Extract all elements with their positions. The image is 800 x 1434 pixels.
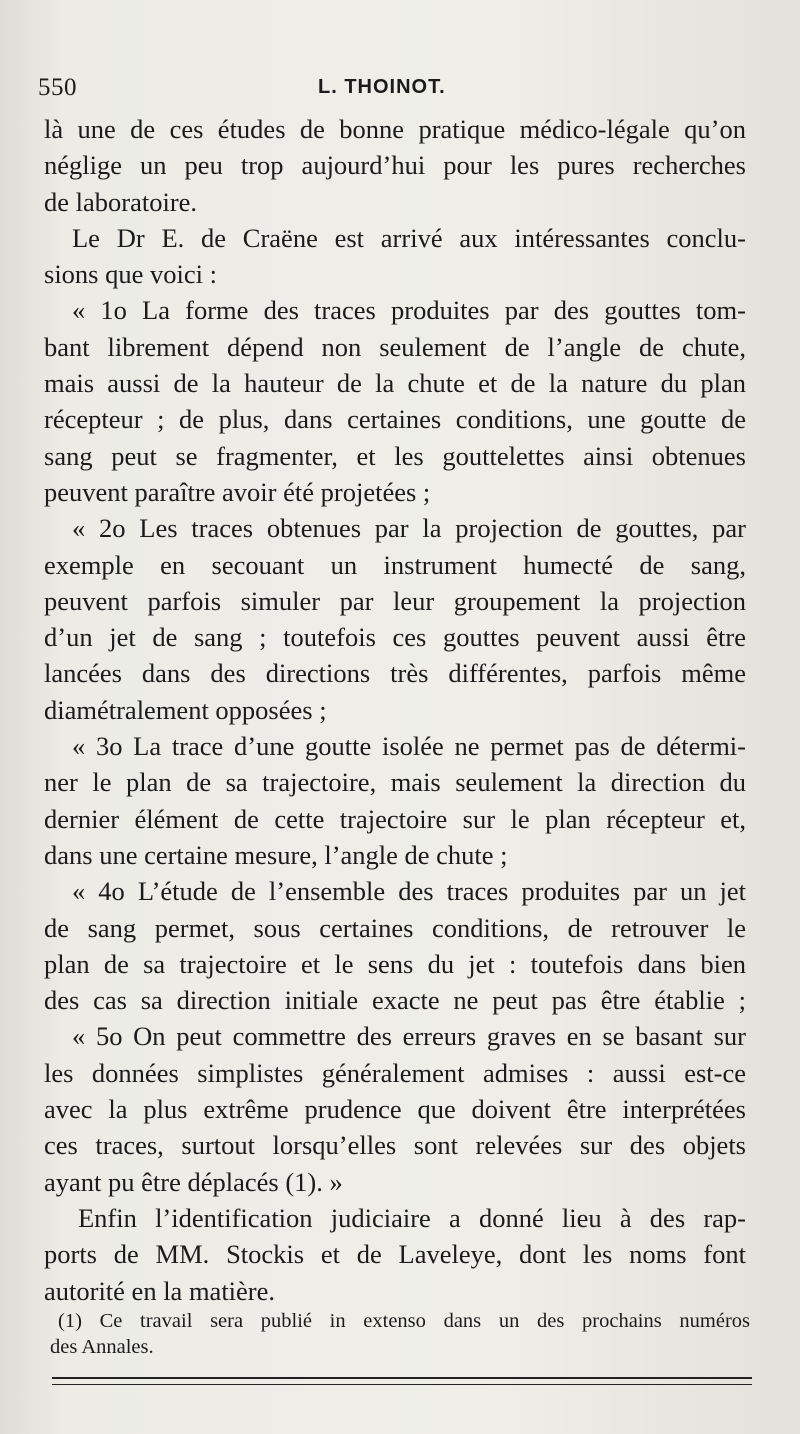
- text-line: Le Dr E. de Craëne est arrivé aux intéressantes conclu-: [72, 222, 746, 253]
- text-line: « 5o On peut commettre des erreurs graves en se basant sur: [72, 1021, 746, 1052]
- text-line: de sang permet, sous certaines conditions, de retrouver le: [44, 912, 746, 943]
- bottom-rule: [52, 1377, 752, 1379]
- footnotes: [50, 1308, 750, 1360]
- text-line: Enfin l’identification judiciaire a donné lieu à des rap-: [78, 1202, 746, 1233]
- text-line: récepteur ; de plus, dans certaines conditions, une goutte de: [44, 404, 746, 435]
- text-line: « 1o La forme des traces produites par des gouttes tom-: [72, 295, 746, 326]
- text-line: les données simplistes généralement admises : aussi est-ce: [44, 1057, 746, 1088]
- running-head: L. THOINOT.: [318, 76, 446, 98]
- text-line: avec la plus extrême prudence que doivent être interprétées: [44, 1094, 746, 1125]
- text-line: ayant pu être déplacés (1). »: [44, 1166, 343, 1197]
- text-line: dernier élément de cette trajectoire sur le plan récepteur et,: [44, 803, 746, 834]
- text-line: des cas sa direction initiale exacte ne peut pas être établie ;: [44, 985, 746, 1016]
- text-line: bant librement dépend non seulement de l’angle de chute,: [44, 331, 746, 362]
- page-header: [38, 74, 758, 106]
- text-line: exemple en secouant un instrument humecté de sang,: [44, 549, 746, 580]
- text-line: ports de MM. Stockis et de Laveleye, dont les noms font: [44, 1239, 746, 1270]
- footnote-line: des Annales.: [50, 1336, 154, 1358]
- text-line: peuvent paraître avoir été projetées ;: [44, 476, 431, 507]
- text-line: « 4o L’étude de l’ensemble des traces produites par un jet: [72, 876, 746, 907]
- text-line: ces traces, surtout lorsqu’elles sont relevées sur des objets: [44, 1130, 746, 1161]
- text-line: d’un jet de sang ; toutefois ces gouttes peuvent aussi être: [44, 622, 746, 653]
- text-line: lancées dans des directions très différentes, parfois même: [44, 658, 746, 689]
- text-line: « 3o La trace d’une goutte isolée ne permet pas de détermi-: [72, 731, 746, 762]
- text-line: diamétralement opposées ;: [44, 694, 327, 725]
- text-line: ner le plan de sa trajectoire, mais seulement la direction du: [44, 767, 746, 798]
- page-number: 550: [38, 74, 77, 101]
- text-line: mais aussi de la hauteur de la chute et de la nature du plan: [44, 368, 746, 399]
- text-line: dans une certaine mesure, l’angle de chute ;: [44, 839, 508, 870]
- text-line: plan de sa trajectoire et le sens du jet : toutefois dans bien: [44, 948, 746, 979]
- text-line: autorité en la matière.: [44, 1275, 276, 1306]
- bottom-rule: [52, 1384, 752, 1385]
- footnote-line: (1) Ce travail sera publié in extenso dans un des prochains numéros: [58, 1310, 750, 1332]
- text-line: de laboratoire.: [44, 186, 198, 217]
- text-line: sang peut se fragmenter, et les gouttelettes ainsi obtenues: [44, 440, 746, 471]
- text-line: néglige un peu trop aujourd’hui pour les pures recherches: [44, 150, 746, 181]
- text-line: là une de ces études de bonne pratique médico-légale qu’on: [44, 114, 746, 144]
- body-text: [44, 111, 746, 1309]
- text-line: peuvent parfois simuler par leur groupement la projection: [44, 585, 746, 616]
- text-line: sions que voici :: [44, 259, 217, 290]
- text-line: « 2o Les traces obtenues par la projection de gouttes, par: [72, 513, 746, 544]
